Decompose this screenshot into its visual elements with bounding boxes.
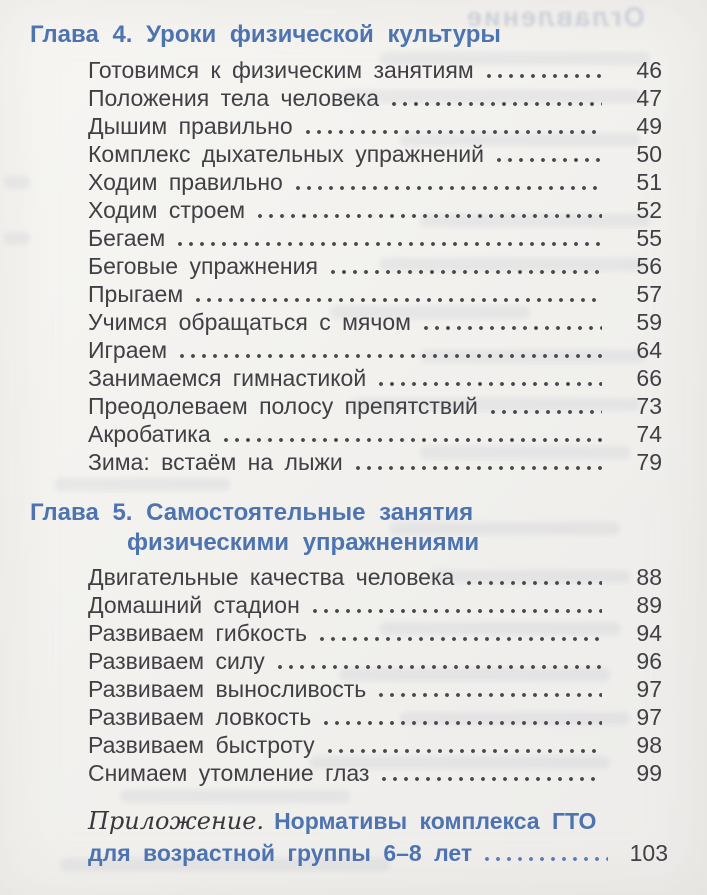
dot-leader xyxy=(488,392,602,420)
entry-title: Развиваем выносливость xyxy=(88,676,367,702)
entry-page-number: 51 xyxy=(636,169,662,195)
toc-entry-row xyxy=(88,563,662,591)
entry-title: Играем xyxy=(88,337,168,363)
chapter-4-title xyxy=(30,20,662,50)
chapter-4-section xyxy=(0,20,707,476)
entry-page-number: 74 xyxy=(636,421,662,447)
entry-title: Комплекс дыхательных упражнений xyxy=(88,141,485,167)
dot-leader xyxy=(275,647,602,675)
toc-entry-row xyxy=(88,140,662,168)
entry-title: Снимаем утомление глаз xyxy=(88,760,370,786)
toc-entry-row xyxy=(88,731,662,759)
appendix-title-line: для возрастной группы 6–8 лет xyxy=(88,840,473,866)
entry-page-number: 97 xyxy=(636,704,662,730)
dot-leader xyxy=(303,112,602,140)
entry-title: Акробатика xyxy=(88,421,211,447)
entry-title: Ходим строем xyxy=(88,197,246,223)
toc-entry-row xyxy=(88,336,662,364)
toc-entry-row xyxy=(88,168,662,196)
dot-leader xyxy=(484,56,602,84)
dot-leader xyxy=(494,140,602,168)
entry-page-number: 96 xyxy=(636,648,662,674)
entry-title: Развиваем быстроту xyxy=(88,732,315,758)
chapter-title-line: физическими упражнениями xyxy=(127,529,480,556)
chapter-4-entry-list xyxy=(88,56,662,476)
entry-title: Развиваем силу xyxy=(88,648,265,674)
toc-entry-row xyxy=(88,591,662,619)
appendix-page-number: 103 xyxy=(629,840,668,866)
toc-entry-row xyxy=(88,196,662,224)
toc-entry-row xyxy=(88,647,662,675)
entry-title: Дышим правильно xyxy=(88,113,293,139)
chapter-5-title xyxy=(30,498,662,557)
dot-leader xyxy=(293,168,602,196)
chapter-title-line: Глава 5. Самостоятельные занятия xyxy=(30,499,474,526)
dot-leader xyxy=(389,84,602,112)
appendix-line-1 xyxy=(88,807,668,839)
dot-leader xyxy=(376,675,602,703)
entry-page-number: 52 xyxy=(636,197,662,223)
entry-page-number: 56 xyxy=(636,253,662,279)
entry-title: Преодолеваем полосу препятствий xyxy=(88,393,478,419)
dot-leader xyxy=(255,196,602,224)
dot-leader xyxy=(221,420,602,448)
dot-leader xyxy=(193,280,602,308)
dot-leader xyxy=(325,731,602,759)
dot-leader xyxy=(464,563,602,591)
dot-leader xyxy=(317,619,602,647)
entry-title: Готовимся к физическим занятиям xyxy=(88,57,474,83)
dot-leader xyxy=(328,252,602,280)
entry-title: Беговые упражнения xyxy=(88,253,318,279)
entry-page-number: 49 xyxy=(636,113,662,139)
entry-page-number: 66 xyxy=(636,365,662,391)
appendix-label: Приложение. xyxy=(88,807,265,835)
toc-entry-row xyxy=(88,420,662,448)
dot-leader xyxy=(376,364,602,392)
entry-title: Прыгаем xyxy=(88,281,184,307)
entry-page-number: 79 xyxy=(636,449,662,475)
appendix-title-line: Нормативы комплекса ГТО xyxy=(274,808,597,834)
toc-entry-row xyxy=(88,364,662,392)
chapter-5-entry-list xyxy=(88,563,662,787)
entry-title: Ходим правильно xyxy=(88,169,283,195)
bleedthrough-mirrored-heading: Оглавление xyxy=(465,2,645,32)
entry-page-number: 55 xyxy=(636,225,662,251)
appendix-line-2 xyxy=(88,839,668,867)
entry-title: Бегаем xyxy=(88,225,166,251)
toc-entry-row xyxy=(88,759,662,787)
dot-leader xyxy=(421,308,602,336)
entry-page-number: 73 xyxy=(636,393,662,419)
dot-leader xyxy=(175,224,602,252)
dot-leader xyxy=(379,759,602,787)
toc-entry-row xyxy=(88,703,662,731)
dot-leader xyxy=(310,591,602,619)
dot-leader xyxy=(177,336,602,364)
toc-entry-row xyxy=(88,252,662,280)
entry-page-number: 89 xyxy=(636,592,662,618)
entry-page-number: 57 xyxy=(636,281,662,307)
entry-page-number: 98 xyxy=(636,732,662,758)
chapter-title-line: Глава 4. Уроки физической культуры xyxy=(30,21,501,48)
dot-leader xyxy=(353,448,602,476)
entry-title: Положения тела человека xyxy=(88,85,380,111)
toc-entry-row xyxy=(88,112,662,140)
dot-leader xyxy=(482,839,608,867)
toc-entry-row xyxy=(88,448,662,476)
toc-entry-row xyxy=(88,675,662,703)
entry-page-number: 46 xyxy=(636,57,662,83)
entry-title: Двигательные качества человека xyxy=(88,564,455,590)
toc-entry-row xyxy=(88,308,662,336)
entry-page-number: 97 xyxy=(636,676,662,702)
entry-title: Учимся обращаться с мячом xyxy=(88,309,411,335)
entry-page-number: 94 xyxy=(636,620,662,646)
toc-entry-row xyxy=(88,84,662,112)
entry-title: Развиваем ловкость xyxy=(88,704,312,730)
toc-entry-row xyxy=(88,619,662,647)
appendix-section xyxy=(88,807,668,867)
entry-page-number: 50 xyxy=(636,141,662,167)
table-of-contents xyxy=(0,20,707,867)
dot-leader xyxy=(321,703,602,731)
toc-entry-row xyxy=(88,280,662,308)
chapter-5-section xyxy=(0,498,707,787)
entry-page-number: 99 xyxy=(636,760,662,786)
entry-page-number: 59 xyxy=(636,309,662,335)
entry-title: Развиваем гибкость xyxy=(88,620,308,646)
toc-entry-row xyxy=(88,392,662,420)
entry-page-number: 47 xyxy=(636,85,662,111)
entry-title: Домашний стадион xyxy=(88,592,300,618)
entry-title: Зима: встаём на лыжи xyxy=(88,449,343,475)
entry-page-number: 88 xyxy=(636,564,662,590)
toc-entry-row xyxy=(88,56,662,84)
toc-entry-row xyxy=(88,224,662,252)
entry-page-number: 64 xyxy=(636,337,662,363)
entry-title: Занимаемся гимнастикой xyxy=(88,365,367,391)
